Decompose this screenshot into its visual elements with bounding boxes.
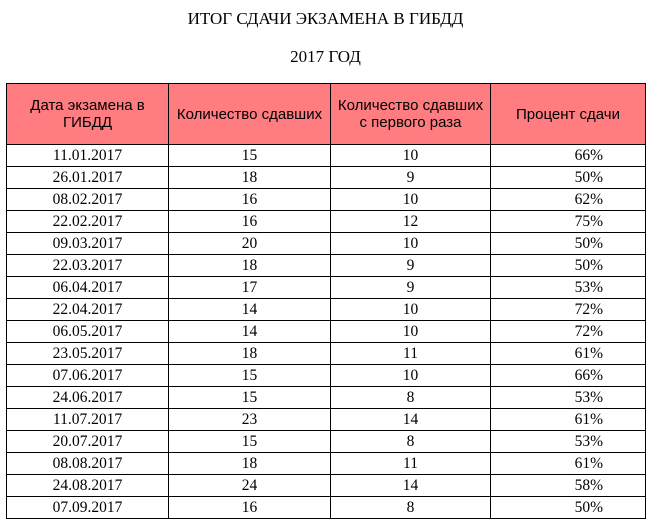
passed-count-cell: 18 bbox=[169, 255, 331, 277]
header-row bbox=[7, 84, 646, 145]
table-row bbox=[7, 343, 646, 365]
first-try-count-cell: 12 bbox=[331, 211, 491, 233]
first-try-count-cell: 9 bbox=[331, 255, 491, 277]
passed-count-cell: 18 bbox=[169, 343, 331, 365]
exam-date-cell: 22.02.2017 bbox=[7, 211, 169, 233]
header-first-try-count: Количество сдавших с первого раза bbox=[331, 84, 491, 145]
first-try-count-cell: 11 bbox=[331, 453, 491, 475]
passed-count-cell: 14 bbox=[169, 299, 331, 321]
table-row bbox=[7, 145, 646, 167]
table-row bbox=[7, 497, 646, 519]
first-try-count-cell: 8 bbox=[331, 497, 491, 519]
exam-date-cell: 06.05.2017 bbox=[7, 321, 169, 343]
passed-count-cell: 23 bbox=[169, 409, 331, 431]
table-row bbox=[7, 321, 646, 343]
first-try-count-cell: 10 bbox=[331, 233, 491, 255]
exam-date-cell: 22.04.2017 bbox=[7, 299, 169, 321]
passed-count-cell: 15 bbox=[169, 431, 331, 453]
exam-date-cell: 08.02.2017 bbox=[7, 189, 169, 211]
exam-date-cell: 24.06.2017 bbox=[7, 387, 169, 409]
pass-rate-cell: 58% bbox=[491, 475, 646, 497]
table-row bbox=[7, 277, 646, 299]
exam-date-cell: 22.03.2017 bbox=[7, 255, 169, 277]
table-row bbox=[7, 409, 646, 431]
first-try-count-cell: 10 bbox=[331, 189, 491, 211]
passed-count-cell: 17 bbox=[169, 277, 331, 299]
first-try-count-cell: 10 bbox=[331, 321, 491, 343]
table-row bbox=[7, 475, 646, 497]
exam-results-table bbox=[6, 83, 646, 519]
first-try-count-cell: 10 bbox=[331, 299, 491, 321]
passed-count-cell: 16 bbox=[169, 211, 331, 233]
exam-date-cell: 24.08.2017 bbox=[7, 475, 169, 497]
passed-count-cell: 15 bbox=[169, 387, 331, 409]
table-row bbox=[7, 431, 646, 453]
table-row bbox=[7, 453, 646, 475]
table-row bbox=[7, 167, 646, 189]
table-header bbox=[7, 84, 646, 145]
exam-date-cell: 11.07.2017 bbox=[7, 409, 169, 431]
pass-rate-cell: 72% bbox=[491, 299, 646, 321]
table-row bbox=[7, 233, 646, 255]
pass-rate-cell: 75% bbox=[491, 211, 646, 233]
pass-rate-cell: 66% bbox=[491, 365, 646, 387]
pass-rate-cell: 61% bbox=[491, 343, 646, 365]
first-try-count-cell: 14 bbox=[331, 475, 491, 497]
exam-date-cell: 20.07.2017 bbox=[7, 431, 169, 453]
exam-date-cell: 07.06.2017 bbox=[7, 365, 169, 387]
exam-date-cell: 26.01.2017 bbox=[7, 167, 169, 189]
passed-count-cell: 18 bbox=[169, 167, 331, 189]
exam-date-cell: 08.08.2017 bbox=[7, 453, 169, 475]
table-row bbox=[7, 365, 646, 387]
pass-rate-cell: 53% bbox=[491, 431, 646, 453]
pass-rate-cell: 50% bbox=[491, 167, 646, 189]
pass-rate-cell: 50% bbox=[491, 233, 646, 255]
exam-date-cell: 11.01.2017 bbox=[7, 145, 169, 167]
passed-count-cell: 15 bbox=[169, 145, 331, 167]
pass-rate-cell: 61% bbox=[491, 409, 646, 431]
first-try-count-cell: 9 bbox=[331, 277, 491, 299]
header-passed-count: Количество сдавших bbox=[169, 84, 331, 145]
exam-date-cell: 09.03.2017 bbox=[7, 233, 169, 255]
pass-rate-cell: 50% bbox=[491, 497, 646, 519]
page-subtitle-year: 2017 ГОД bbox=[290, 47, 361, 66]
exam-date-cell: 23.05.2017 bbox=[7, 343, 169, 365]
first-try-count-cell: 10 bbox=[331, 145, 491, 167]
pass-rate-cell: 66% bbox=[491, 145, 646, 167]
table-body bbox=[7, 145, 646, 519]
first-try-count-cell: 14 bbox=[331, 409, 491, 431]
first-try-count-cell: 8 bbox=[331, 387, 491, 409]
passed-count-cell: 18 bbox=[169, 453, 331, 475]
exam-date-cell: 07.09.2017 bbox=[7, 497, 169, 519]
passed-count-cell: 15 bbox=[169, 365, 331, 387]
header-pass-rate: Процент сдачи bbox=[491, 84, 646, 145]
table-row bbox=[7, 211, 646, 233]
pass-rate-cell: 62% bbox=[491, 189, 646, 211]
passed-count-cell: 14 bbox=[169, 321, 331, 343]
first-try-count-cell: 9 bbox=[331, 167, 491, 189]
first-try-count-cell: 11 bbox=[331, 343, 491, 365]
first-try-count-cell: 10 bbox=[331, 365, 491, 387]
header-exam-date: Дата экзамена в ГИБДД bbox=[7, 84, 169, 145]
table-row bbox=[7, 189, 646, 211]
passed-count-cell: 24 bbox=[169, 475, 331, 497]
passed-count-cell: 16 bbox=[169, 189, 331, 211]
table-row bbox=[7, 299, 646, 321]
table-row bbox=[7, 387, 646, 409]
pass-rate-cell: 50% bbox=[491, 255, 646, 277]
pass-rate-cell: 61% bbox=[491, 453, 646, 475]
first-try-count-cell: 8 bbox=[331, 431, 491, 453]
table-row bbox=[7, 255, 646, 277]
page-title: ИТОГ СДАЧИ ЭКЗАМЕНА В ГИБДД bbox=[187, 9, 464, 28]
pass-rate-cell: 72% bbox=[491, 321, 646, 343]
pass-rate-cell: 53% bbox=[491, 387, 646, 409]
passed-count-cell: 20 bbox=[169, 233, 331, 255]
passed-count-cell: 16 bbox=[169, 497, 331, 519]
exam-date-cell: 06.04.2017 bbox=[7, 277, 169, 299]
pass-rate-cell: 53% bbox=[491, 277, 646, 299]
